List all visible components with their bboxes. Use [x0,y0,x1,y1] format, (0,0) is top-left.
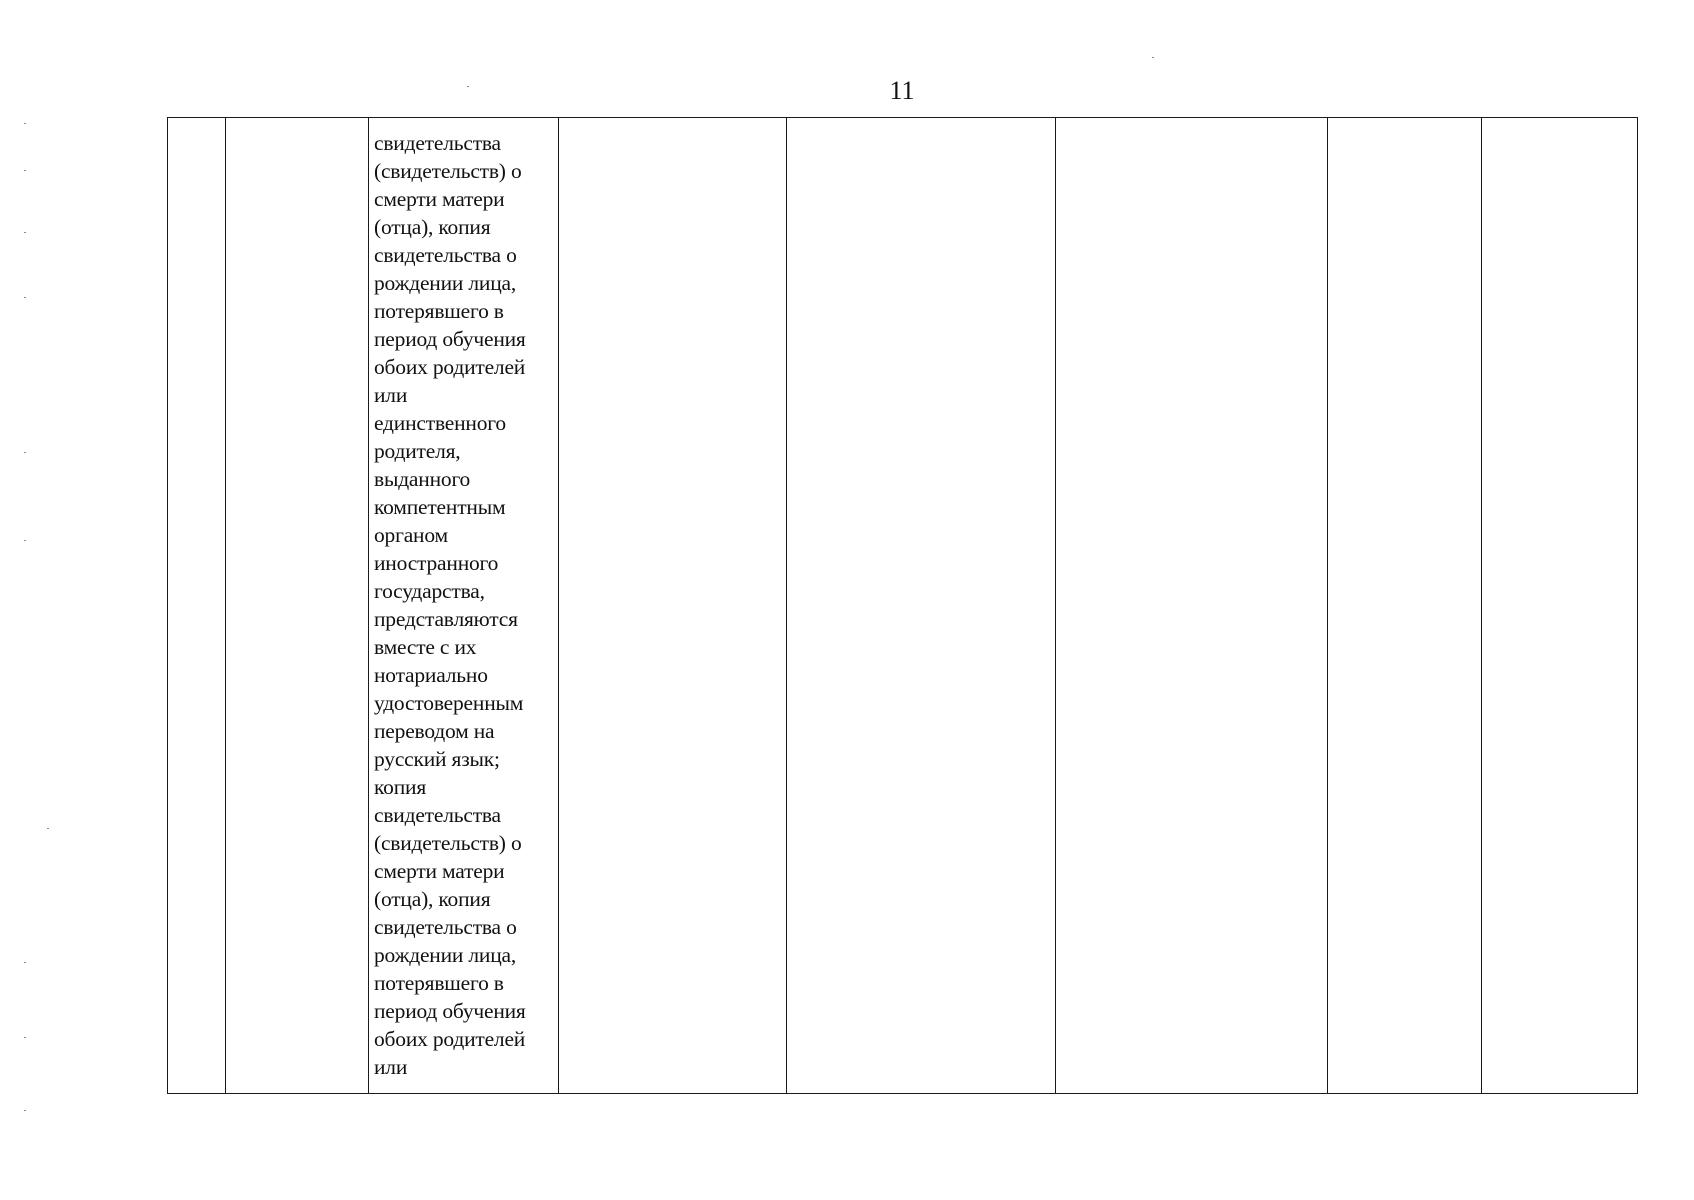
scan-artifact [47,828,49,829]
table-cell-document-requirements: свидетельства (свидетельств) о смерти матери (отца), копия свидетельства о рождении лица, потерявшего в период обучения обоих родителей или единственного родителя, выданного компетентным органом иностранного государства, представляются вместе с их нотариально удостоверенным переводом на русский язык; копия свидетельства (свидетельств) о смерти матери (отца), копия свидетельства о рождении лица, потерявшего в период обучения обоих родителей или [374,131,526,1079]
page-number: 11 [889,76,915,105]
scan-artifact [24,170,26,171]
scan-artifact [24,123,26,124]
scan-artifact [24,962,26,963]
scan-artifact [1152,57,1154,58]
scan-artifact [24,1037,26,1038]
column-divider [786,118,787,1093]
scan-artifact [24,297,26,298]
column-divider [1055,118,1056,1093]
scan-artifact [24,1110,26,1111]
column-divider [1327,118,1328,1093]
scan-artifact [24,452,26,453]
scan-artifact [24,232,26,233]
column-divider [1481,118,1482,1093]
scan-artifact [24,540,26,541]
column-divider [225,118,226,1093]
column-divider [368,118,369,1093]
scan-artifact [467,86,469,87]
